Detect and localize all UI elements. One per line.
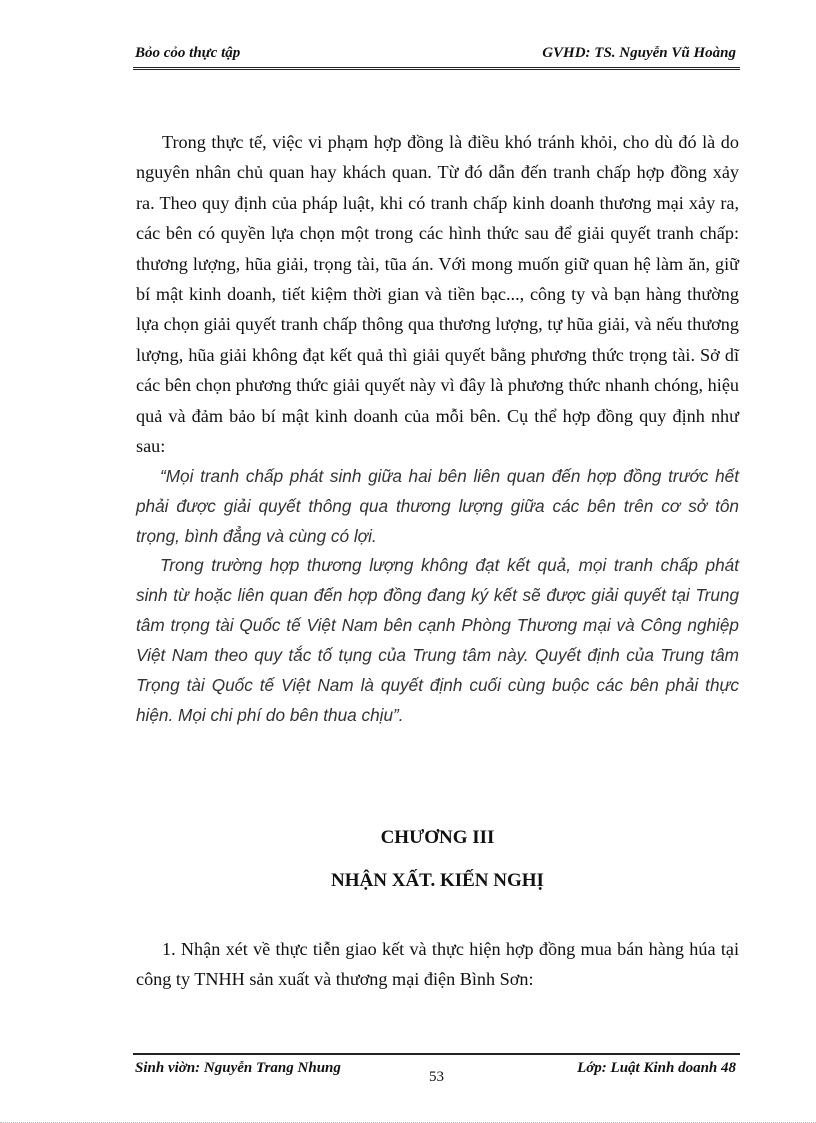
body-paragraph: Trong thực tế, việc vi phạm hợp đồng là điều khó tránh khỏi, cho dù đó là do nguyên nhân chủ quan hay khách quan. Từ đó dẫn đến tranh chấp hợp đồng xảy ra. Theo quy định của pháp luật, khi có tranh chấp kinh doanh thương mại xảy ra, các bên có quyền lựa chọn một trong các hình thức sau để giải quyết tranh chấp: thương lượng, hũa giải, trọng tài, tũa án. Với mong muốn giữ quan hệ làm ăn, giữ bí mật kinh doanh, tiết kiệm thời gian và tiền bạc..., công ty và bạn hàng thường lựa chọn giải quyết tranh chấp thông qua thương lượng, tự hũa giải, và nếu thương lượng, hũa giải không đạt kết quả thì giải quyết bằng phương thức trọng tài. Sở dĩ các bên chọn phương thức giải quyết này vì đây là phương thức nhanh chóng, hiệu quả và đảm bảo bí mật kinh doanh của mỗi bên. Cụ thể hợp đồng quy định như sau: <box>136 132 739 457</box>
page-header <box>133 43 740 70</box>
footer-student-name: Sinh viờn: Nguyễn Trang Nhung <box>135 1060 341 1076</box>
section-heading: 1. Nhận xét về thực tiễn giao kết và thực hiện hợp đồng mua bán hàng húa tại công ty TNHH sản xuất và thương mại điện Bình Sơn: <box>136 939 739 990</box>
chapter-number: CHƯƠNG III <box>380 827 495 848</box>
contract-quote-paragraph: Trong trường hợp thương lượng không đạt kết quả, mọi tranh chấp phát sinh từ hoặc liên quan đến hợp đồng đang ký kết sẽ được giải quyết tại Trung tâm trọng tài Quốc tế Việt Nam bên cạnh Phòng Thương mại và Công nghiệp Việt Nam theo quy tắc tố tụng của Trung tâm này. Quyết định của Trung tâm Trọng tài Quốc tế Việt Nam là quyết định cuối cùng buộc các bên phải thực hiện. Mọi chi phí do bên thua chịu”. <box>136 555 739 725</box>
header-supervisor: GVHD: TS. Nguyễn Vũ Hoàng <box>542 45 736 61</box>
contract-quote-paragraph: “Mọi tranh chấp phát sinh giữa hai bên liên quan đến hợp đồng trước hết phải được giải quyết thông qua thương lượng giữa các bên trên cơ sở tôn trọng, bình đẳng và cùng có lợi. <box>136 466 739 546</box>
page-footer <box>133 1053 740 1095</box>
page-number: 53 <box>429 1069 444 1085</box>
chapter-title: NHẬN XẤT. KIẾN NGHỊ <box>331 870 544 891</box>
header-report-title: Bỏo cỏo thực tập <box>135 45 241 61</box>
footer-class: Lớp: Luật Kinh doanh 48 <box>577 1060 736 1076</box>
